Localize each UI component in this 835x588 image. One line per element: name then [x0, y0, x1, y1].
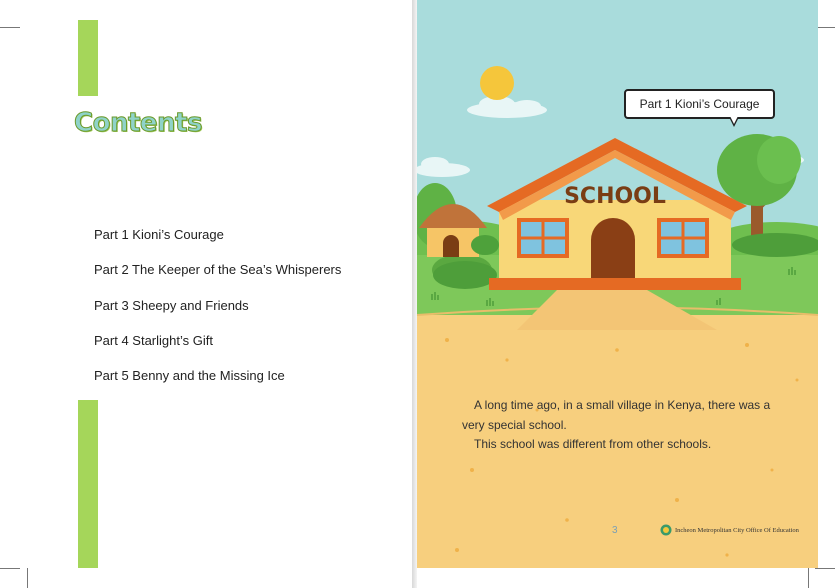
- school-door: [591, 218, 635, 278]
- crop-mark: [815, 27, 835, 28]
- school-illustration: [417, 0, 818, 568]
- sun-icon: [480, 66, 514, 100]
- toc-item[interactable]: Part 5 Benny and the Missing Ice: [94, 368, 285, 384]
- publisher-emblem-icon: [660, 524, 672, 536]
- right-page: [417, 0, 818, 568]
- toc-item[interactable]: Part 4 Starlight’s Gift: [94, 332, 213, 348]
- table-of-contents: [94, 226, 341, 402]
- story-paragraph: This school was different from other schools.: [474, 437, 712, 451]
- bottom-accent-bar: [78, 400, 98, 568]
- left-page: [0, 0, 417, 588]
- publisher-logo: [660, 524, 799, 536]
- crop-mark: [27, 568, 28, 588]
- crop-mark: [0, 568, 20, 569]
- story-text: [462, 396, 782, 455]
- top-accent-bar: [78, 20, 98, 96]
- publisher-name: Incheon Metropolitan City Office Of Education: [675, 526, 799, 534]
- school-sign: SCHOOL: [564, 184, 666, 209]
- speech-bubble-tail-fill: [730, 116, 738, 124]
- page-number: 3: [612, 525, 618, 536]
- crop-mark: [808, 568, 809, 588]
- crop-mark: [0, 27, 20, 28]
- crop-mark: [815, 568, 835, 569]
- toc-item[interactable]: Part 3 Sheepy and Friends: [94, 297, 249, 313]
- toc-item[interactable]: Part 1 Kioni’s Courage: [94, 227, 224, 242]
- toc-item[interactable]: Part 2 The Keeper of the Sea’s Whisperers: [94, 262, 342, 278]
- contents-title: Contents: [74, 108, 202, 138]
- story-paragraph: A long time ago, in a small village in Kenya, there was a very special school.: [462, 398, 771, 432]
- speech-bubble: Part 1 Kioni’s Courage: [624, 89, 775, 119]
